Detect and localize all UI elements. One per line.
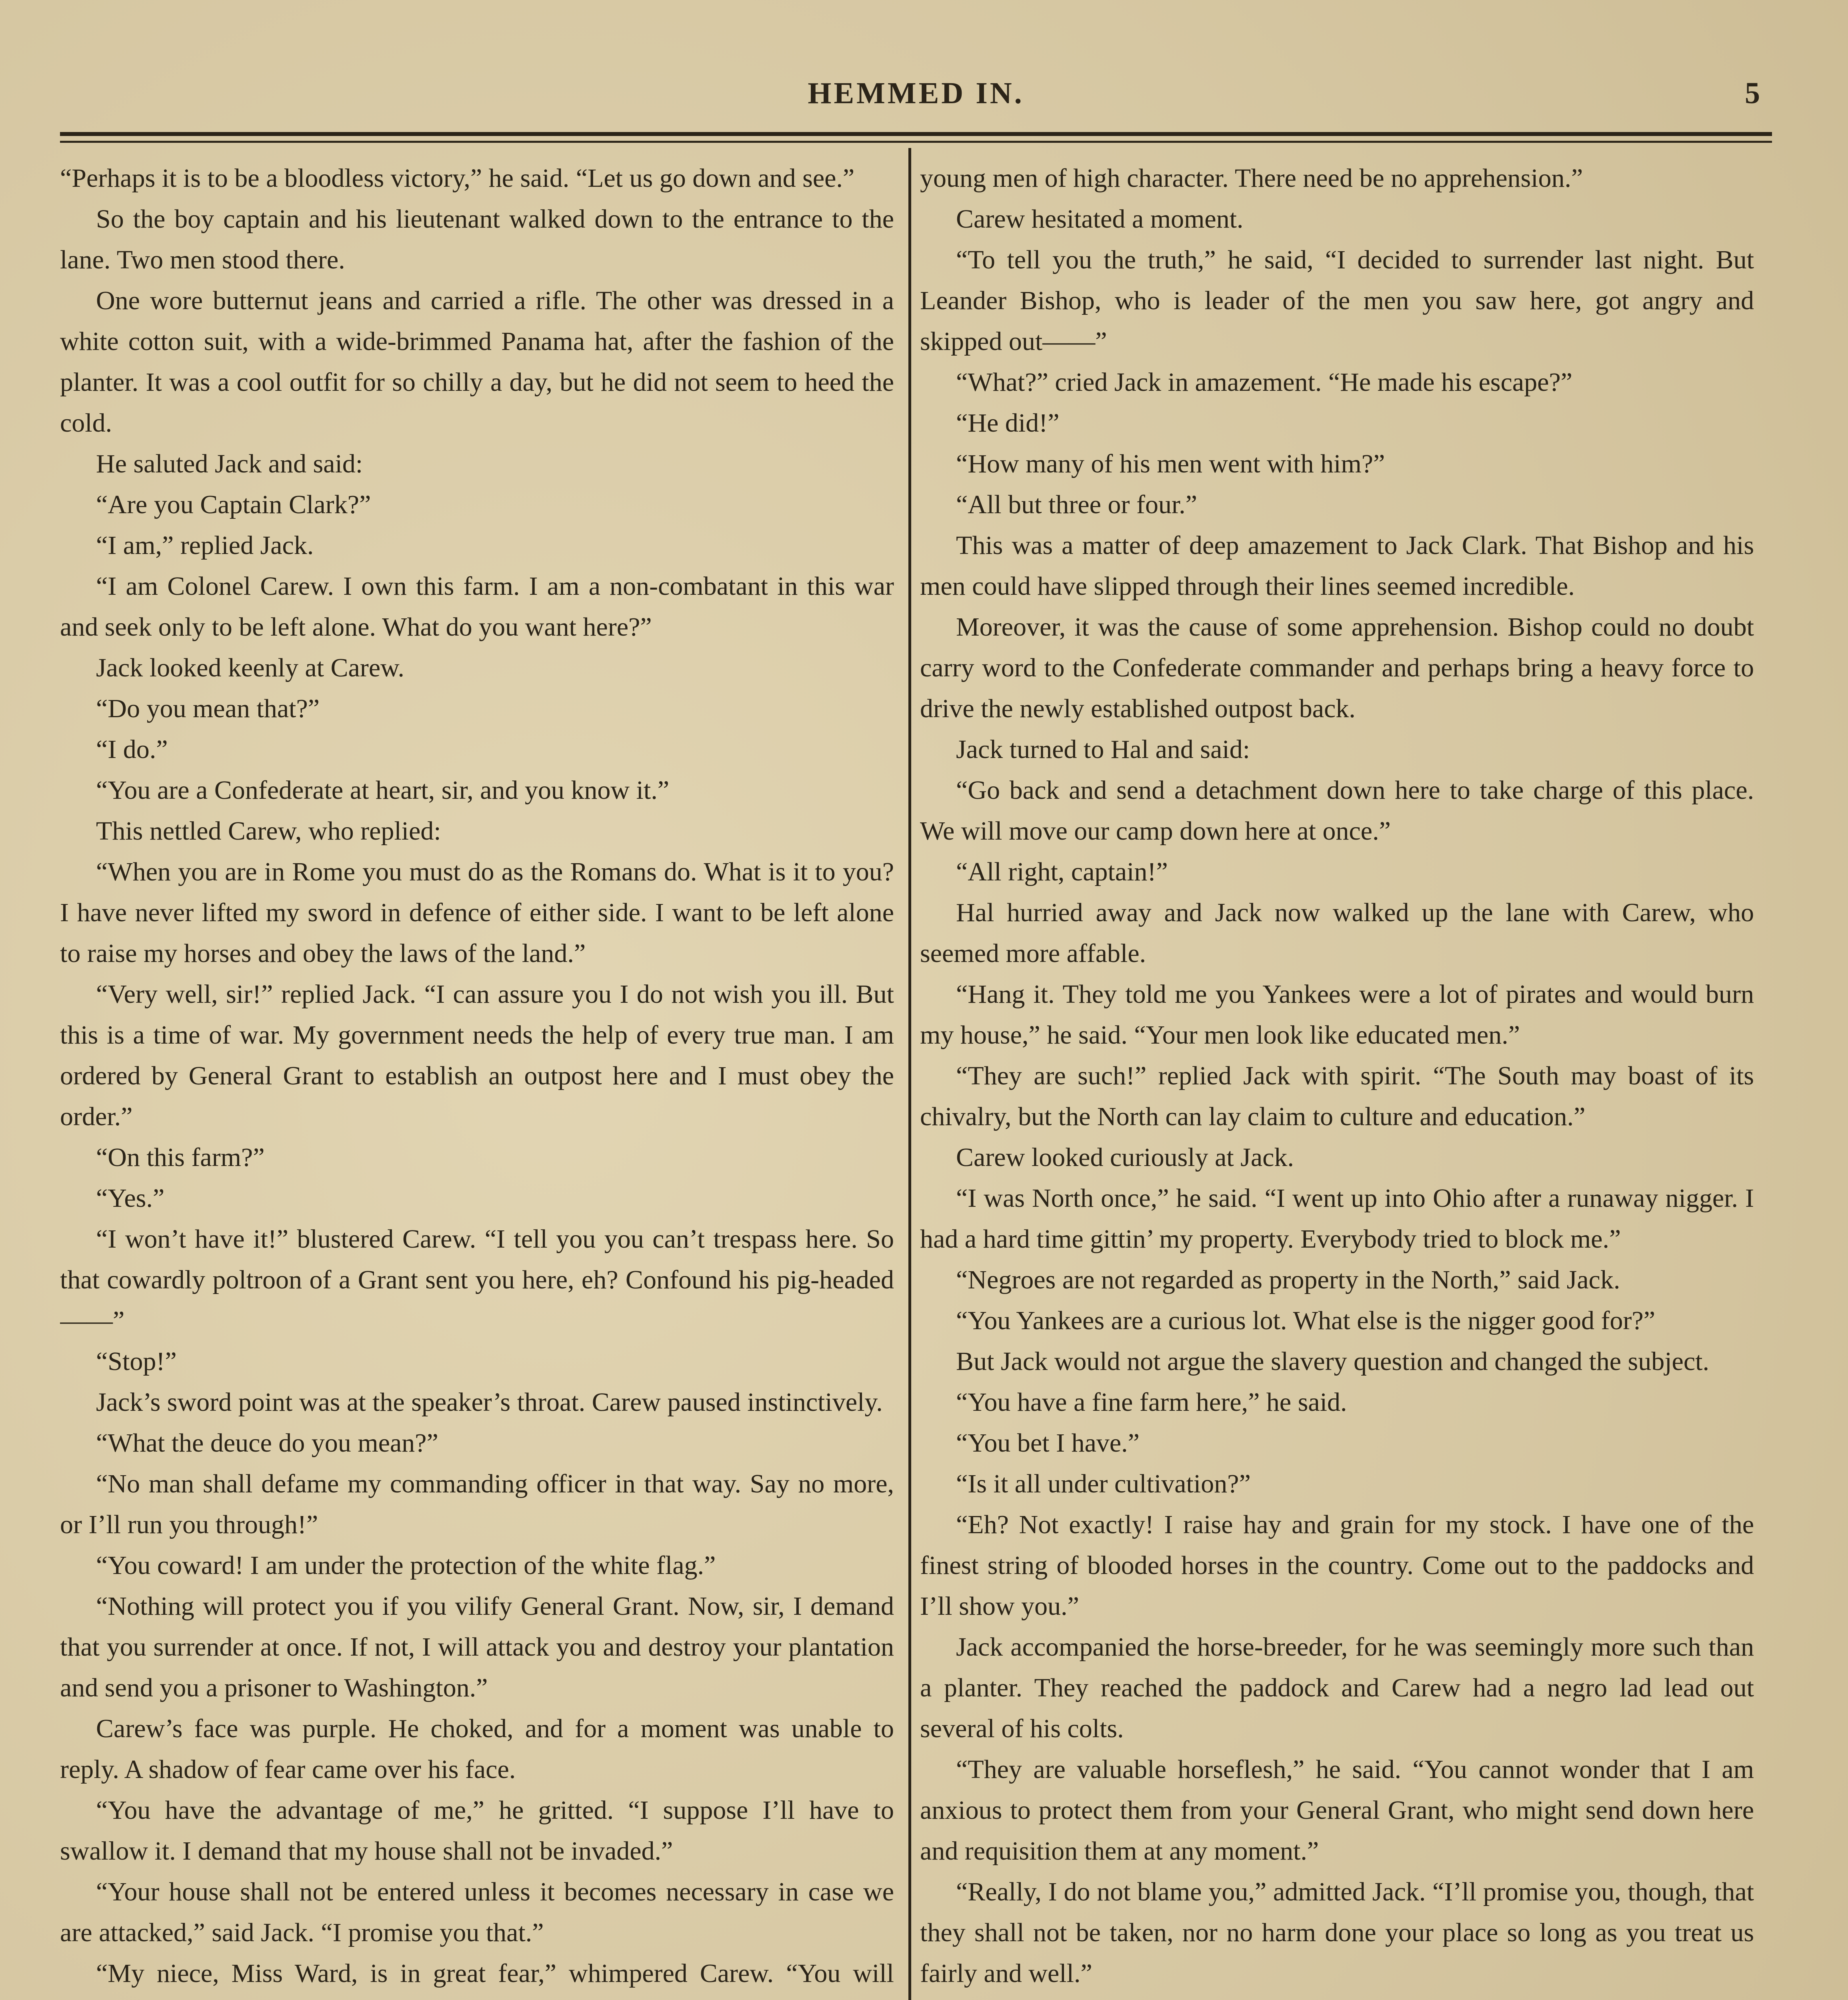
paragraph: “Negroes are not regarded as property in the North,” said Jack. <box>956 1265 1620 1294</box>
paragraph: Jack turned to Hal and said: <box>956 735 1250 764</box>
paragraph: “When you are in Rome you must do as the Romans do. What is it to you? I have never lifted my sword in defence of either side. I want to be left alone to raise my horses and obey the laws of the land.” <box>60 857 894 968</box>
paragraph: “All right, captain!” <box>956 857 1168 886</box>
paragraph: This nettled Carew, who replied: <box>96 816 441 846</box>
column-divider <box>908 148 911 2000</box>
header-rule <box>60 132 1772 136</box>
paragraph: “They are such!” replied Jack with spirit. “The South may boast of its chivalry, but the North can lay claim to culture and education.” <box>920 1061 1754 1131</box>
paragraph: “How many of his men went with him?” <box>956 449 1385 478</box>
paragraph: “You Yankees are a curious lot. What else is the nigger good for?” <box>956 1306 1656 1335</box>
paragraph: “You bet I have.” <box>956 1428 1140 1458</box>
paragraph: “Stop!” <box>96 1347 177 1376</box>
header-rule-thin <box>60 141 1772 143</box>
paragraph: Hal hurried away and Jack now walked up the lane with Carew, who seemed more affable. <box>920 898 1754 968</box>
paragraph: “To tell you the truth,” he said, “I decided to surrender last night. But Leander Bishop, who is leader of the men you saw here, got angry and skipped out——” <box>920 245 1754 356</box>
running-title: HEMMED IN. <box>808 76 1024 110</box>
paragraph: Carew’s face was purple. He choked, and for a moment was unable to reply. A shadow of fear came over his face. <box>60 1714 894 1784</box>
paragraph: young men of high character. There need be no apprehension.” <box>920 164 1583 193</box>
paragraph: “I am,” replied Jack. <box>96 531 314 560</box>
text-column-left <box>60 158 894 2000</box>
paragraph: “Really, I do not blame you,” admitted Jack. “I’ll promise you, though, that they shall not be taken, nor no harm done your place so long as you treat us fairly and well.” <box>920 1877 1754 1988</box>
paragraph: “He did!” <box>956 408 1060 438</box>
paragraph: “I am Colonel Carew. I own this farm. I am a non-combatant in this war and seek only to be left alone. What do you want here?” <box>60 572 894 642</box>
paragraph: “I was North once,” he said. “I went up into Ohio after a runaway nigger. I had a hard time gittin’ my property. Everybody tried to block me.” <box>920 1184 1754 1254</box>
paragraph: “What the deuce do you mean?” <box>96 1428 438 1458</box>
paragraph: “Perhaps it is to be a bloodless victory,” he said. “Let us go down and see.” <box>60 164 855 193</box>
paragraph: “Go back and send a detachment down here to take charge of this place. We will move our camp down here at once.” <box>920 776 1754 846</box>
paragraph: Jack’s sword point was at the speaker’s throat. Carew paused instinctively. <box>96 1388 883 1417</box>
paragraph: “No man shall defame my commanding officer in that way. Say no more, or I’ll run you through!” <box>60 1469 894 1539</box>
page-number: 5 <box>1745 76 1760 110</box>
paragraph: “You have the advantage of me,” he gritted. “I suppose I’ll have to swallow it. I demand that my house shall not be invaded.” <box>60 1796 894 1866</box>
paragraph: But Jack would not argue the slavery question and changed the subject. <box>956 1347 1709 1376</box>
paragraph: “Is it all under cultivation?” <box>956 1469 1251 1498</box>
page-header <box>60 60 1772 120</box>
paragraph: Jack accompanied the horse-breeder, for he was seemingly more such than a planter. They reached the paddock and Carew had a negro lad lead out several of his colts. <box>920 1632 1754 1743</box>
paragraph: “You are a Confederate at heart, sir, and you know it.” <box>96 776 670 805</box>
paragraph: “They are valuable horseflesh,” he said. “You cannot wonder that I am anxious to protect them from your General Grant, who might send down here and requisition them at any moment.” <box>920 1755 1754 1866</box>
paragraph: “Eh? Not exactly! I raise hay and grain for my stock. I have one of the finest string of blooded horses in the country. Come out to the paddocks and I’ll show you.” <box>920 1510 1754 1621</box>
paragraph: “What?” cried Jack in amazement. “He made his escape?” <box>956 368 1572 397</box>
paragraph: Moreover, it was the cause of some apprehension. Bishop could no doubt carry word to the Confederate commander and perhaps bring a heavy force to drive the newly established outpost back. <box>920 612 1754 723</box>
paragraph: “Are you Captain Clark?” <box>96 490 371 519</box>
paragraph: “I do.” <box>96 735 168 764</box>
paragraph: “Nothing will protect you if you vilify General Grant. Now, sir, I demand that you surrender at once. If not, I will attack you and destroy your plantation and send you a prisoner to Washington.” <box>60 1592 894 1702</box>
paragraph: “Hang it. They told me you Yankees were a lot of pirates and would burn my house,” he said. “Your men look like educated men.” <box>920 980 1754 1050</box>
text-column-right <box>920 158 1754 2000</box>
paragraph: “You have a fine farm here,” he said. <box>956 1388 1347 1417</box>
paragraph: “I won’t have it!” blustered Carew. “I tell you you can’t trespass here. So that cowardly poltroon of a Grant sent you here, eh? Confound his pig-headed——” <box>60 1224 894 1335</box>
paragraph: “Do you mean that?” <box>96 694 320 723</box>
paragraph: “Yes.” <box>96 1184 165 1213</box>
paragraph: Jack looked keenly at Carew. <box>96 653 404 682</box>
paragraph: “Very well, sir!” replied Jack. “I can assure you I do not wish you ill. But this is a time of war. My government needs the help of every true man. I am ordered by General Grant to establish an outpost here and I must obey the order.” <box>60 980 894 1131</box>
paragraph: So the boy captain and his lieutenant walked down to the entrance to the lane. Two men stood there. <box>60 204 894 274</box>
paragraph: Carew looked curiously at Jack. <box>956 1143 1294 1172</box>
paragraph: “You coward! I am under the protection of the white flag.” <box>96 1551 716 1580</box>
paragraph: One wore butternut jeans and carried a rifle. The other was dressed in a white cotton suit, with a wide-brimmed Panama hat, after the fashion of the planter. It was a cool outfit for so chilly a day, but he did not seem to heed the cold. <box>60 286 894 438</box>
paragraph: This was a matter of deep amazement to Jack Clark. That Bishop and his men could have slipped through their lines seemed incredible. <box>920 531 1754 601</box>
paragraph: “My niece, Miss Ward, is in great fear,” whimpered Carew. “You will <box>96 1959 894 1988</box>
paragraph: “All but three or four.” <box>956 490 1197 519</box>
paragraph: “Your house shall not be entered unless it becomes necessary in case we are attacked,” said Jack. “I promise you that.” <box>60 1877 894 1947</box>
paragraph: “On this farm?” <box>96 1143 265 1172</box>
paragraph: Carew hesitated a moment. <box>956 204 1244 234</box>
paragraph: He saluted Jack and said: <box>96 449 363 478</box>
